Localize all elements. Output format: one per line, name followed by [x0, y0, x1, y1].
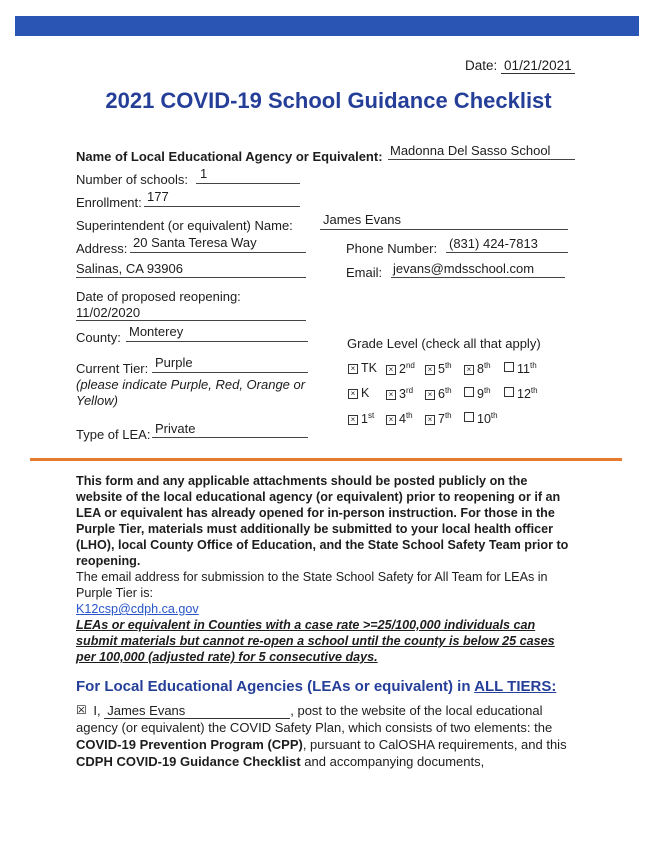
- phone-value[interactable]: (831) 424-7813: [449, 236, 538, 251]
- county-label: County:: [76, 330, 121, 345]
- grade-suffix: st: [367, 411, 375, 420]
- all-tiers-heading: [76, 678, 556, 695]
- cert-i: I,: [93, 703, 101, 718]
- county-value[interactable]: Monterey: [129, 324, 184, 339]
- grade-label: 11: [517, 362, 530, 377]
- grade-label: 1: [361, 412, 368, 427]
- address-label: Address:: [76, 241, 128, 256]
- checkbox-icon: ×: [425, 390, 435, 400]
- grade-checkbox-1st[interactable]: [348, 411, 374, 426]
- tier-label: Current Tier:: [76, 361, 149, 376]
- checkbox-icon: ×: [464, 365, 474, 375]
- enrollment-value[interactable]: 177: [147, 189, 169, 204]
- superintendent-value[interactable]: James Evans: [323, 212, 402, 227]
- grade-suffix: th: [405, 411, 413, 420]
- checkbox-icon: ×: [386, 365, 396, 375]
- grade-label: 5: [438, 362, 445, 377]
- grade-suffix: th: [444, 386, 452, 395]
- case-rate-warning: LEAs or equivalent in Counties with a case rate >=25/100,000 individuals can submit materials but cannot re-open a school until the county is below 25 cases per 100,000 (adjusted rate) for 5 consecutive days.: [76, 618, 555, 664]
- phone-line: [446, 252, 568, 253]
- grade-label: 9: [477, 387, 484, 402]
- grade-suffix: rd: [405, 386, 414, 395]
- schools-line: [196, 183, 300, 184]
- grade-label: 4: [399, 412, 406, 427]
- checkbox-icon: [464, 387, 474, 397]
- email-line: [391, 277, 565, 278]
- reopening-line: [76, 320, 306, 321]
- lea-name-label: Name of Local Educational Agency or Equivalent:: [76, 149, 383, 164]
- notice-email-text: The email address for submission to the State School Safety for All Team for LEAs in Purple Tier is:: [76, 570, 548, 600]
- date-label: Date:: [465, 58, 498, 73]
- grade-suffix: th: [490, 411, 498, 420]
- lea-name-value[interactable]: Madonna Del Sasso School: [390, 143, 551, 158]
- grade-checkbox-2nd[interactable]: [386, 361, 415, 376]
- tier-line: [152, 372, 308, 373]
- grade-checkbox-7th[interactable]: [425, 411, 452, 426]
- header-bar: [15, 16, 639, 36]
- checkbox-icon: ×: [386, 415, 396, 425]
- cert-cpp: COVID-19 Prevention Program (CPP): [76, 737, 303, 752]
- certification-checkbox[interactable]: ☒: [76, 703, 87, 717]
- all-tiers-heading-prefix: For Local Educational Agencies (LEAs or equivalent) in: [76, 678, 475, 695]
- date-value: 01/21/2021: [501, 59, 575, 74]
- tier-note: (please indicate Purple, Red, Orange or Yellow): [76, 377, 306, 408]
- county-line: [126, 341, 308, 342]
- cert-text-1: , post to the website of the local educational agency (or equivalent) the COVID Safety Plan, which consists of two elements: the: [76, 703, 553, 735]
- lea-type-label: Type of LEA:: [76, 427, 151, 442]
- email-value[interactable]: jevans@mdsschool.com: [393, 261, 535, 276]
- grade-label: 3: [399, 387, 406, 402]
- lea-type-value[interactable]: Private: [155, 421, 196, 436]
- grade-label: TK: [361, 361, 377, 375]
- address2-value[interactable]: Salinas, CA 93906: [76, 261, 183, 276]
- checkbox-icon: ×: [348, 389, 358, 399]
- certification-paragraph: [76, 702, 576, 770]
- grade-checkbox-6th[interactable]: [425, 386, 452, 401]
- phone-label: Phone Number:: [346, 241, 438, 256]
- reopening-label: Date of proposed reopening:: [76, 289, 241, 304]
- cert-text-2: , pursuant to CalOSHA requirements, and this: [302, 737, 567, 752]
- grade-checkbox-tk[interactable]: [348, 361, 377, 375]
- grade-label: 12: [517, 387, 531, 402]
- checkbox-icon: [464, 412, 474, 422]
- grade-checkbox-3rd[interactable]: [386, 386, 413, 401]
- notice-bold-text: This form and any applicable attachments should be posted publicly on the website of the local educational agency (or equivalent) prior to reopening or if an LEA or equivalent has already opened for in-person instruction. For those in the Purple Tier, materials must additionally be submitted to your local health officer (LHO), local County Office of Education, and the State School Safety Team prior to reopening.: [76, 474, 569, 568]
- grade-label: K: [361, 386, 370, 400]
- grade-label: 6: [438, 387, 445, 402]
- address-value[interactable]: 20 Santa Teresa Way: [133, 235, 257, 250]
- grade-level-label: Grade Level (check all that apply): [347, 336, 541, 351]
- grade-checkbox-4th[interactable]: [386, 411, 413, 426]
- enrollment-line: [144, 206, 300, 207]
- grade-label: 10: [477, 412, 491, 427]
- section-divider: [30, 458, 622, 461]
- lea-name-line: [388, 159, 575, 160]
- superintendent-label: Superintendent (or equivalent) Name:: [76, 218, 293, 233]
- address2-line: [76, 277, 306, 278]
- checkbox-icon: ×: [348, 364, 358, 374]
- grade-checkbox-k[interactable]: [348, 386, 369, 400]
- superintendent-line: [320, 229, 568, 230]
- grade-suffix: th: [444, 411, 452, 420]
- grade-suffix: nd: [405, 361, 415, 370]
- schools-value[interactable]: 1: [200, 166, 208, 181]
- grade-suffix: th: [444, 361, 452, 370]
- checkbox-icon: ×: [425, 415, 435, 425]
- grade-suffix: th: [483, 361, 491, 370]
- grade-label: 8: [477, 362, 484, 377]
- cert-text-3: and accompanying documents,: [300, 754, 485, 769]
- checkbox-icon: [504, 362, 514, 372]
- grade-suffix: th: [483, 386, 491, 395]
- cert-name-value[interactable]: James Evans: [104, 704, 290, 719]
- grade-label: 7: [438, 412, 445, 427]
- email-label: Email:: [346, 265, 383, 280]
- tier-value[interactable]: Purple: [155, 355, 193, 370]
- grade-checkbox-11th[interactable]: [504, 361, 537, 376]
- cert-checklist: CDPH COVID-19 Guidance Checklist: [76, 754, 301, 769]
- checkbox-icon: ×: [386, 390, 396, 400]
- submission-email-link[interactable]: K12csp@cdph.ca.gov: [76, 602, 199, 616]
- date-field: [465, 58, 575, 74]
- checkbox-icon: ×: [425, 365, 435, 375]
- grade-checkbox-8th[interactable]: [464, 361, 491, 376]
- grade-suffix: th: [529, 361, 537, 370]
- reopening-value[interactable]: 11/02/2020: [76, 305, 141, 320]
- page-title: 2021 COVID-19 School Guidance Checklist: [105, 88, 552, 113]
- enrollment-label: Enrollment:: [76, 195, 142, 210]
- all-tiers-heading-emph: ALL TIERS:: [474, 678, 557, 695]
- schools-label: Number of schools:: [76, 172, 188, 187]
- lea-type-line: [152, 437, 308, 438]
- grade-suffix: th: [530, 386, 538, 395]
- grade-checkbox-9th[interactable]: [464, 386, 491, 401]
- grade-label: 2: [399, 362, 406, 377]
- grade-checkbox-12th[interactable]: [504, 386, 538, 401]
- address-line: [130, 252, 306, 253]
- grade-checkbox-5th[interactable]: [425, 361, 452, 376]
- notice-paragraph: [76, 473, 576, 665]
- checkbox-icon: [504, 387, 514, 397]
- grade-checkbox-10th[interactable]: [464, 411, 498, 426]
- checkbox-icon: ×: [348, 415, 358, 425]
